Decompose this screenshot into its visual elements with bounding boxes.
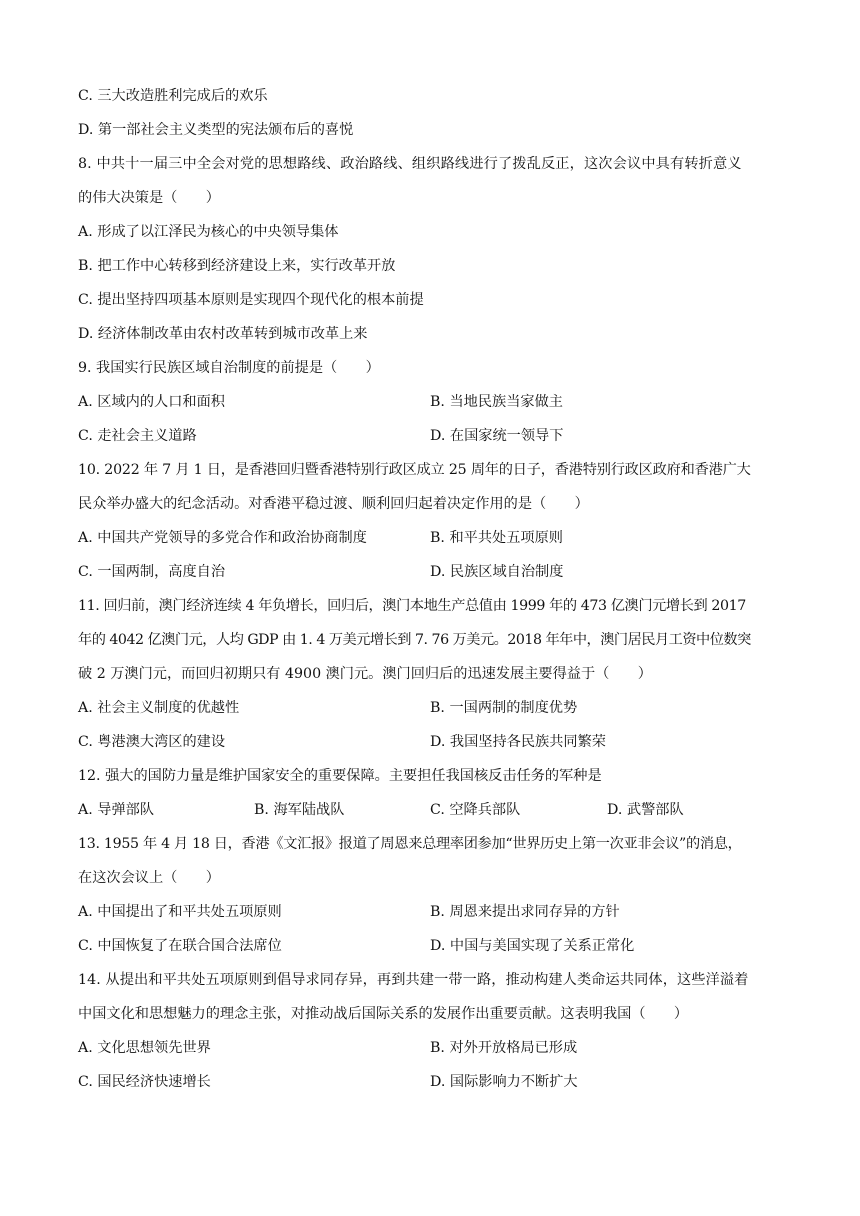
question-13-option-c: C. 中国恢复了在联合国合法席位 bbox=[78, 938, 282, 954]
question-9-option-a: A. 区域内的人口和面积 bbox=[78, 394, 225, 410]
question-10-option-c: C. 一国两制，高度自治 bbox=[78, 564, 226, 580]
question-9-option-c: C. 走社会主义道路 bbox=[78, 428, 197, 444]
question-9-stem: 9. 我国实行民族区域自治制度的前提是（ ） bbox=[78, 360, 380, 376]
question-12-stem: 12. 强大的国防力量是维护国家安全的重要保障。主要担任我国核反击任务的军种是 bbox=[78, 768, 602, 784]
question-8-option-c: C. 提出坚持四项基本原则是实现四个现代化的根本前提 bbox=[78, 292, 424, 308]
question-13-stem: 13. 1955 年 4 月 18 日，香港《文汇报》报道了周恩来总理率团参加“世界历史上第一次亚非会议”的消息， bbox=[78, 836, 742, 852]
question-10-stem-cont: 民众举办盛大的纪念活动。对香港平稳过渡、顺利回归起着决定作用的是（ ） bbox=[78, 496, 589, 512]
option-text: D. 第一部社会主义类型的宪法颁布后的喜悦 bbox=[78, 122, 354, 138]
question-10-option-a: A. 中国共产党领导的多党合作和政治协商制度 bbox=[78, 530, 367, 546]
question-12-option-c: C. 空降兵部队 bbox=[430, 802, 521, 818]
question-11-option-b: B. 一国两制的制度优势 bbox=[430, 700, 578, 716]
question-14-option-b: B. 对外开放格局已形成 bbox=[430, 1040, 578, 1056]
question-10-option-d: D. 民族区域自治制度 bbox=[430, 564, 564, 580]
question-8-option-d: D. 经济体制改革由农村改革转到城市改革上来 bbox=[78, 326, 368, 342]
question-11-stem-cont: 破 2 万澳门元，而回归初期只有 4900 澳门元。澳门回归后的迅速发展主要得益于（ ） bbox=[78, 666, 652, 682]
question-14-stem: 14. 从提出和平共处五项原则到倡导求同存异，再到共建一带一路，推动构建人类命运共同体，这些洋溢着 bbox=[78, 972, 749, 988]
question-8-stem: 8. 中共十一届三中全会对党的思想路线、政治路线、组织路线进行了拨乱反正，这次会议中具有转折意义 bbox=[78, 156, 742, 172]
question-14-stem-cont: 中国文化和思想魅力的理念主张，对推动战后国际关系的发展作出重要贡献。这表明我国（ ） bbox=[78, 1006, 689, 1022]
question-10-option-b: B. 和平共处五项原则 bbox=[430, 530, 563, 546]
question-11-option-c: C. 粤港澳大湾区的建设 bbox=[78, 734, 226, 750]
question-9-option-b: B. 当地民族当家做主 bbox=[430, 394, 563, 410]
question-14-option-c: C. 国民经济快速增长 bbox=[78, 1074, 211, 1090]
question-11-option-a: A. 社会主义制度的优越性 bbox=[78, 700, 240, 716]
question-12-option-b: B. 海军陆战队 bbox=[254, 802, 345, 818]
question-14-option-a: A. 文化思想领先世界 bbox=[78, 1040, 211, 1056]
option-text: C. 三大改造胜利完成后的欢乐 bbox=[78, 88, 268, 104]
question-13-stem-cont: 在这次会议上（ ） bbox=[78, 870, 220, 886]
question-8-option-b: B. 把工作中心转移到经济建设上来，实行改革开放 bbox=[78, 258, 396, 274]
question-13-option-b: B. 周恩来提出求同存异的方针 bbox=[430, 904, 620, 920]
question-13-option-a: A. 中国提出了和平共处五项原则 bbox=[78, 904, 282, 920]
question-8-stem-cont: 的伟大决策是（ ） bbox=[78, 190, 220, 206]
question-14-option-d: D. 国际影响力不断扩大 bbox=[430, 1074, 578, 1090]
question-10-stem: 10. 2022 年 7 月 1 日，是香港回归暨香港特别行政区成立 25 周年的日子，香港特别行政区政府和香港广大 bbox=[78, 462, 751, 478]
question-11-option-d: D. 我国坚持各民族共同繁荣 bbox=[430, 734, 606, 750]
question-8-option-a: A. 形成了以江泽民为核心的中央领导集体 bbox=[78, 224, 339, 240]
question-11-stem: 11. 回归前，澳门经济连续 4 年负增长，回归后，澳门本地生产总值由 1999 年的 473 亿澳门元增长到 2017 bbox=[78, 598, 746, 614]
question-12-option-a: A. 导弹部队 bbox=[78, 802, 155, 818]
question-13-option-d: D. 中国与美国实现了关系正常化 bbox=[430, 938, 635, 954]
question-9-option-d: D. 在国家统一领导下 bbox=[430, 428, 564, 444]
question-11-stem-cont: 年的 4042 亿澳门元，人均 GDP 由 1. 4 万美元增长到 7. 76 万美元。2018 年年中，澳门居民月工资中位数突 bbox=[78, 632, 751, 648]
question-12-option-d: D. 武警部队 bbox=[607, 802, 684, 818]
